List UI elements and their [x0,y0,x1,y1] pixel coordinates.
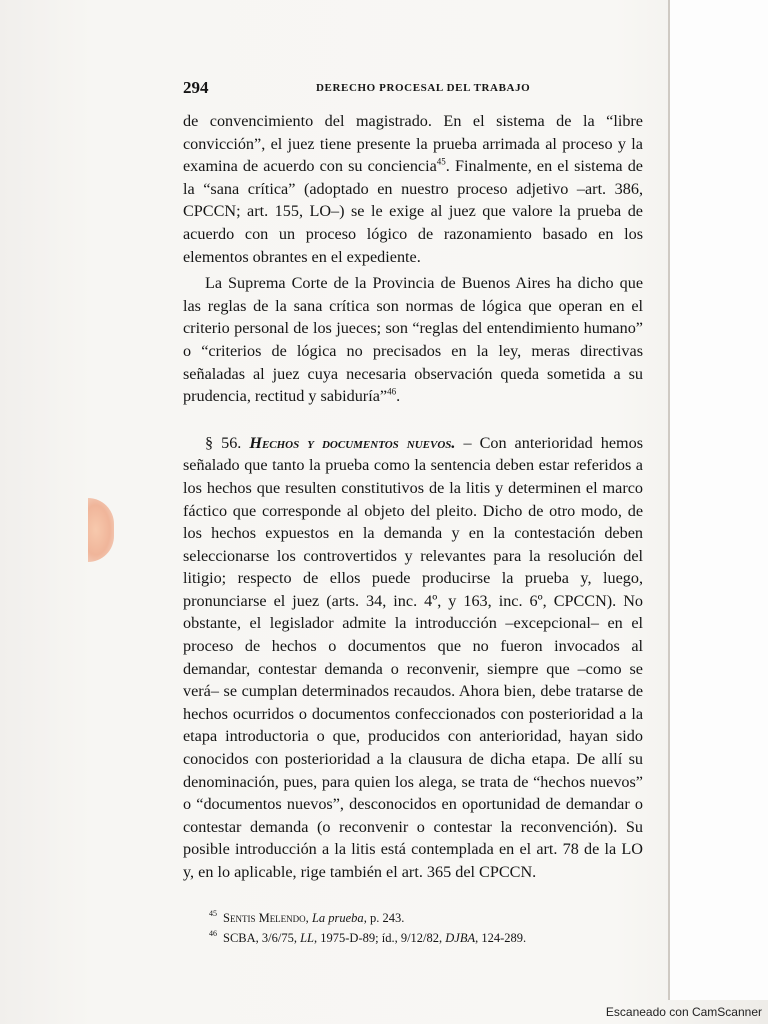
footnote-source: LL [300,930,315,945]
page-number: 294 [183,78,209,97]
footnote-work: La prueba [311,910,364,925]
scanner-watermark: Escaneado con CamScanner [605,1005,762,1019]
paragraph-text: La Suprema Corte de la Provincia de Buenos Aires ha dicho que las reglas de la sana crítica son normas de lógica que operan en el criterio personal de los jueces; son “reglas del entendimiento humano” o “criterios de lógica no precisados en la ley, meras directivas señaladas al juez cuya necesaria observación queda sometida a su prudencia, rectitud y sabiduría” [183,274,643,406]
footnote-text: , 124-289. [475,930,527,945]
footnote-mark: 46 [209,929,217,939]
paragraph [183,110,643,268]
footnote-text: , 1975-D-89; íd., 9/12/82, [314,930,446,945]
section-title: Hechos y documentos nuevos. [249,433,456,452]
section-paragraph [183,432,643,884]
footnote-source: DJBA [445,930,476,945]
running-header [183,78,643,100]
book-page [183,78,643,948]
footnote-46 [209,928,643,948]
paragraph [183,272,643,408]
page-right-edge [668,0,768,1000]
running-title: DERECHO PROCESAL DEL TRABAJO [316,82,531,94]
footnote-author: Sentis Melendo, [223,910,309,925]
footnotes [183,908,643,948]
footnote-ref: 46 [387,386,397,397]
paragraph-text: . Finalmente, en el sistema de la “sana crítica” (adoptado en nuestro proceso adjetivo –art. 386, CPCCN; art. 155, LO–) se le exige al juez que valore la prueba de acuerdo con un proceso lógico de razonamiento basado en los elementos obrantes en el expediente. [183,157,643,266]
footnote-ref: 45 [436,156,446,167]
footnote-mark: 45 [209,909,217,919]
footnote-45 [209,908,643,928]
section-number: § 56. [205,433,242,452]
footnote-text: SCBA, 3/6/75, [223,930,301,945]
paragraph-text: de convencimiento del magistrado. En el sistema de la “libre convicción”, el juez tiene presente la prueba arrimada al proceso y la examina de acuerdo con su conciencia [183,112,643,176]
paragraph-text: . [396,387,401,406]
footnote-text: , p. 243. [363,910,405,925]
paragraph-text: – Con anterioridad hemos señalado que tanto la prueba como la sentencia deben estar referidos a los hechos que resulten constitutivos de la litis y determinen el marco fáctico que corresponde al objeto del pleito. Dicho de otro modo, de los hechos expuestos en la demanda y en la contestación deben seleccionarse los controvertidos y relevantes para la resolución del litigio; respecto de ellos puede producirse la prueba y, luego, pronunciarse el juez (arts. 34, inc. 4º, y 163, inc. 6º, CPCCN). No obstante, el legislador admite la introducción –excepcional– en el proceso de hechos o documentos que no fueron invocados al demandar, contestar demanda o reconvenir, siempre que –como se verá– se cumplan determinados recaudos. Ahora bien, debe tratarse de hechos ocurridos o documentos confeccionados con posterioridad a la etapa introductoria o que, producidos con anterioridad, hayan sido conocidos con posterioridad a la clausura de dicha etapa. De allí su denominación, pues, para quien los alega, se trata de “hechos nuevos” o “documentos nuevos”, desconocidos en oportunidad de demandar o contestar demanda (o reconvenir o contestar la reconvención). Su posible introducción a la litis está contemplada en el art. 78 de la LO y, en lo aplicable, rige también el art. 365 del CPCCN. [183,433,644,881]
